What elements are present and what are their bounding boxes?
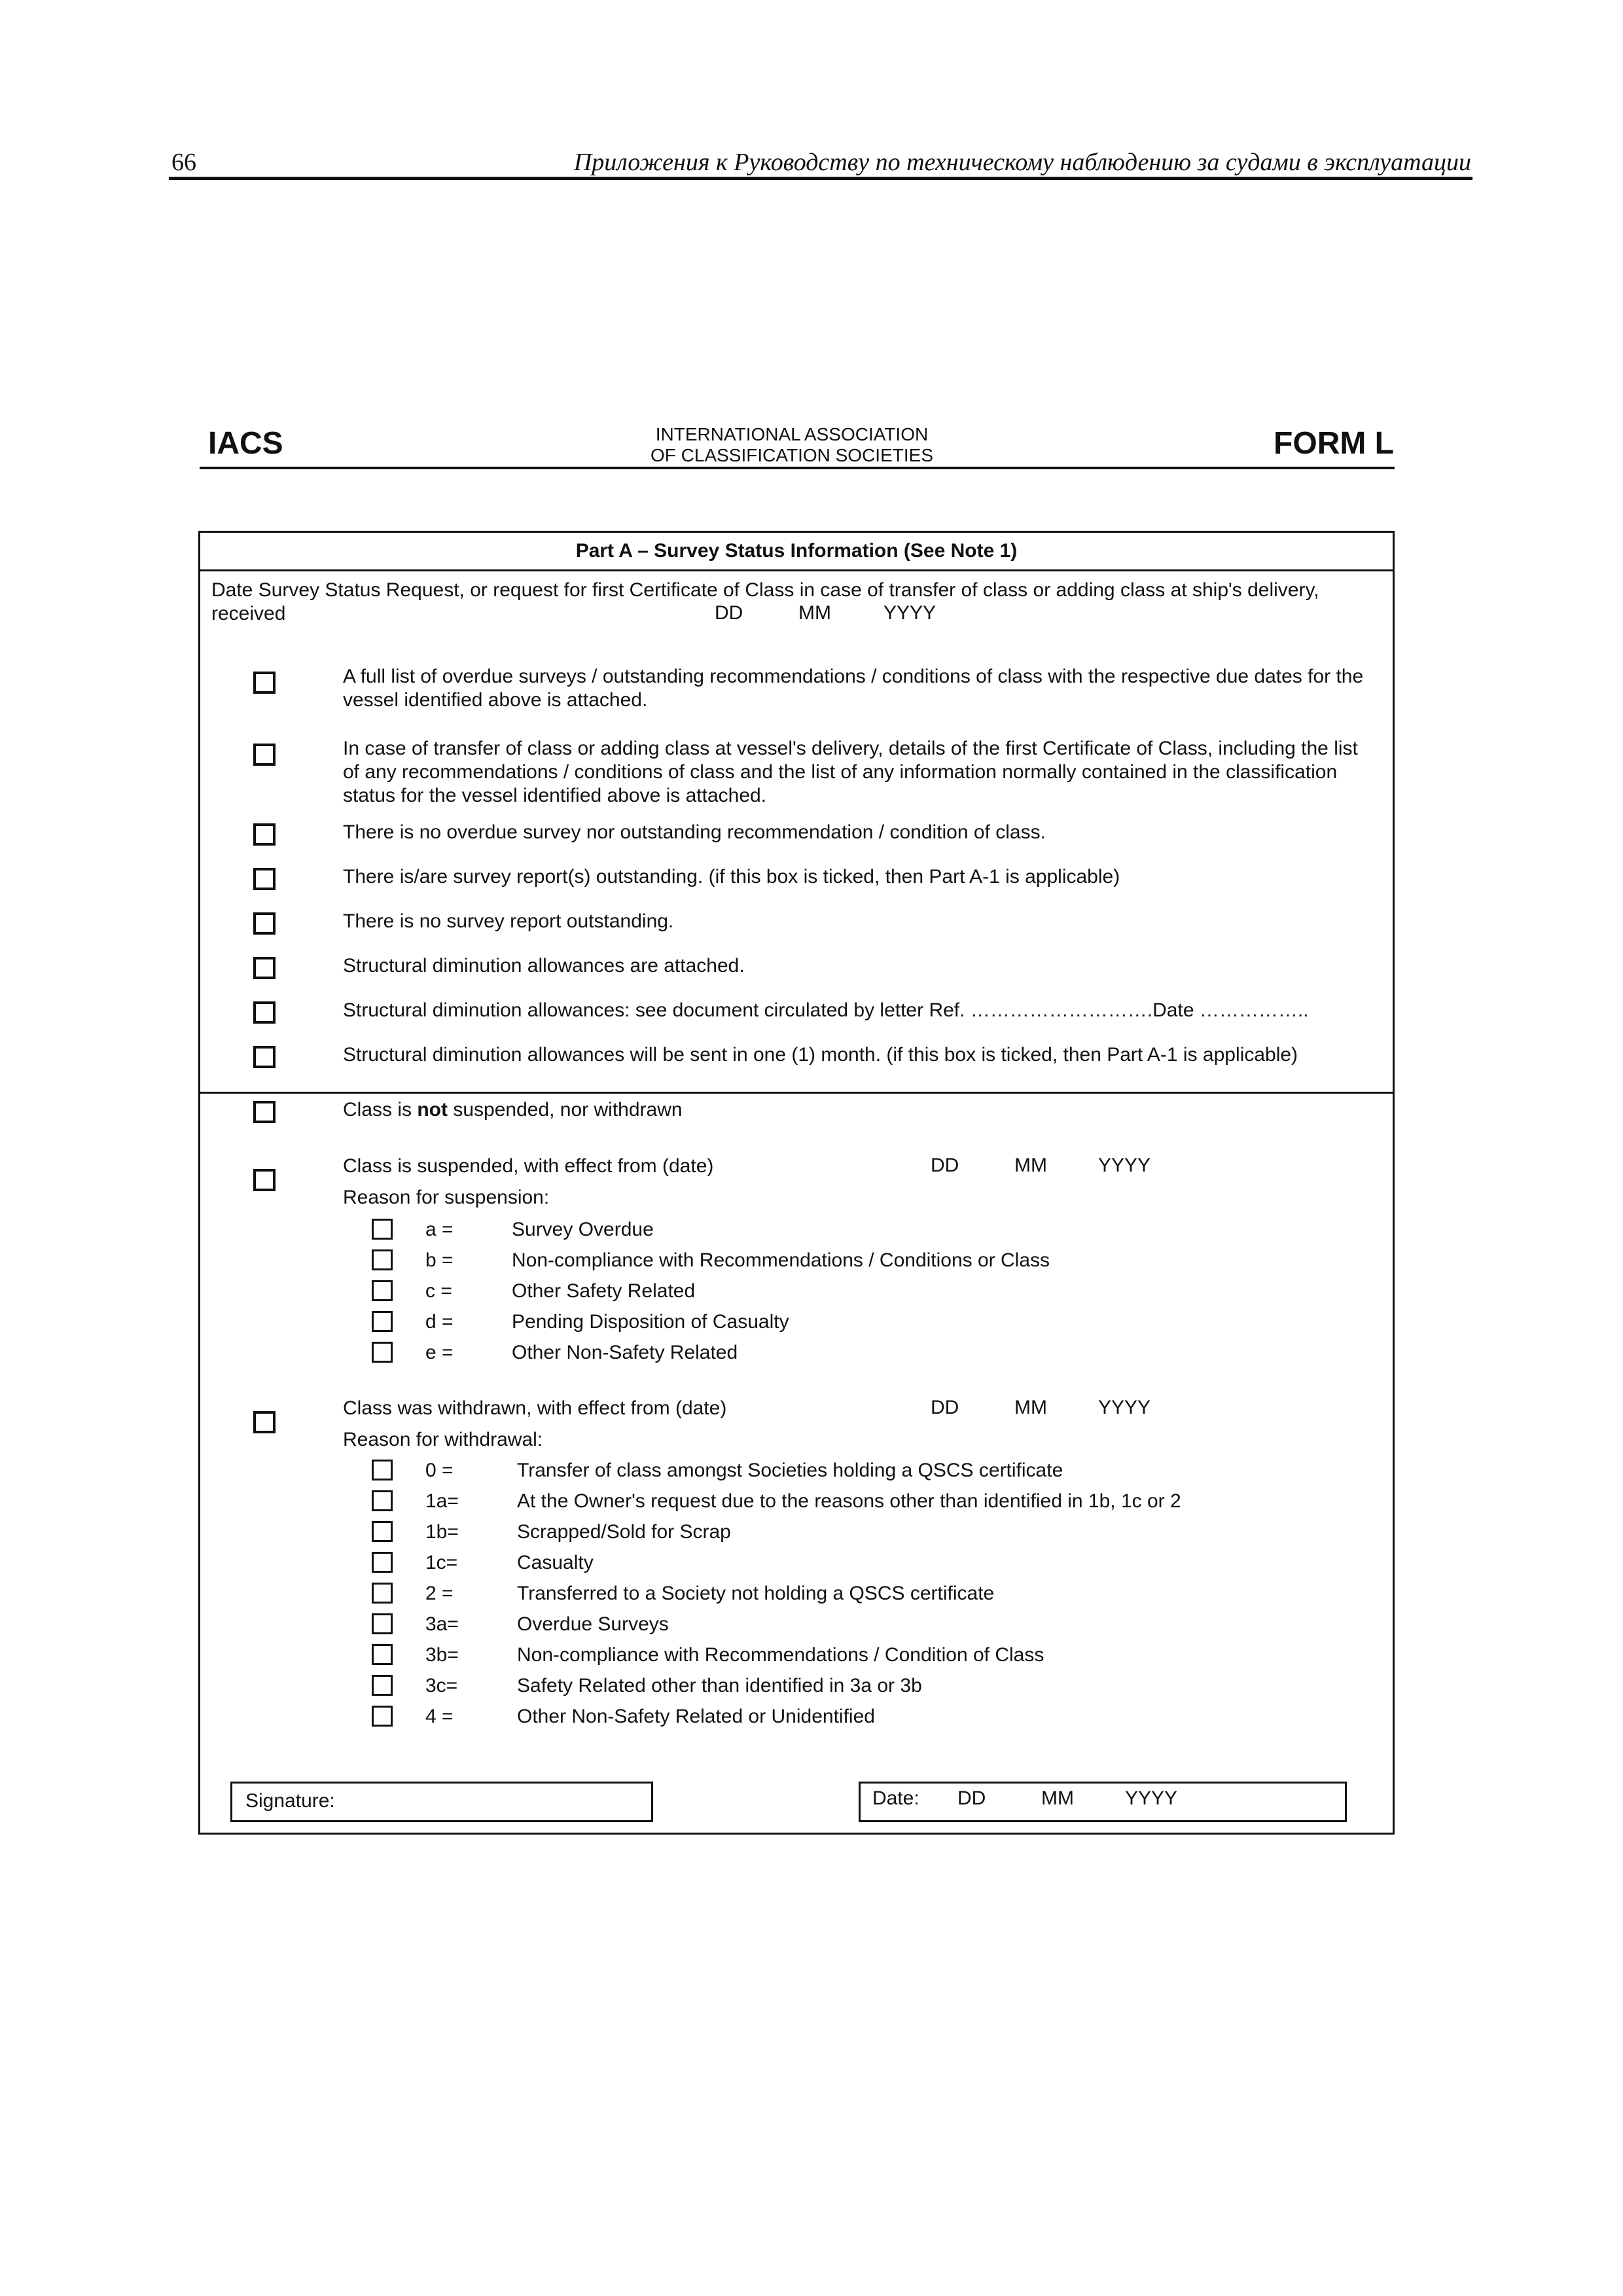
withdrawal-code: 1a= — [425, 1490, 459, 1512]
checkbox-suspension-c[interactable] — [372, 1280, 393, 1301]
checkbox-withdrawal-3c[interactable] — [372, 1675, 393, 1696]
checkbox-withdrawal-0[interactable] — [372, 1460, 393, 1480]
checkbox-suspension-a[interactable] — [372, 1219, 393, 1240]
suspension-code: e = — [425, 1342, 454, 1363]
withdrawal-code: 3b= — [425, 1644, 459, 1666]
withdrawal-reason: At the Owner's request due to the reasons other than identified in 1b, 1c or 2 — [517, 1490, 1181, 1512]
signature-field[interactable] — [230, 1782, 653, 1822]
suspended-mm[interactable]: MM — [1014, 1155, 1047, 1176]
checkbox-withdrawal-1b[interactable] — [372, 1521, 393, 1542]
date-mm: MM — [1041, 1787, 1074, 1809]
suspension-reason: Survey Overdue — [512, 1219, 654, 1240]
withdrawn-dd[interactable]: DD — [931, 1397, 959, 1418]
suspension-reason: Other Safety Related — [512, 1280, 696, 1302]
part-a-title: Part A – Survey Status Information (See Note 1) — [575, 540, 1018, 562]
date-label: Date: — [872, 1787, 919, 1809]
form-title: FORM L — [1274, 426, 1394, 461]
iacs-title: IACS — [208, 426, 283, 461]
association-name — [589, 424, 995, 466]
suspended-dd[interactable]: DD — [931, 1155, 959, 1176]
item-diminution-attached: Structural diminution allowances are attached. — [343, 955, 745, 977]
checkbox-overdue-list[interactable] — [253, 672, 276, 694]
suspension-reason: Non-compliance with Recommendations / Conditions or Class — [512, 1249, 1050, 1271]
suspension-code: d = — [425, 1311, 454, 1333]
checkbox-withdrawal-1c[interactable] — [372, 1552, 393, 1573]
section-divider — [198, 1092, 1395, 1094]
signature-label: Signature: — [245, 1790, 335, 1812]
suspension-code: b = — [425, 1249, 454, 1271]
checkbox-reports-outstanding[interactable] — [253, 868, 276, 890]
date-request-dd[interactable]: DD — [715, 602, 743, 624]
withdrawn-mm[interactable]: MM — [1014, 1397, 1047, 1418]
withdrawn-yyyy[interactable]: YYYY — [1098, 1397, 1151, 1418]
item-no-overdue: There is no overdue survey nor outstanding recommendation / condition of class. — [343, 821, 1046, 843]
part-a-title-divider — [198, 569, 1395, 571]
item-suspended: Class is suspended, with effect from (date) — [343, 1155, 714, 1177]
checkbox-no-report[interactable] — [253, 912, 276, 935]
running-head: Приложения к Руководству по техническому наблюдению за судами в эксплуатации — [573, 149, 1471, 176]
item-not-suspended — [343, 1098, 1364, 1122]
withdrawal-code: 0 = — [425, 1460, 454, 1481]
association-line-2: OF CLASSIFICATION SOCIETIES — [651, 445, 933, 465]
checkbox-withdrawal-4[interactable] — [372, 1706, 393, 1727]
date-request-mm[interactable]: MM — [798, 602, 831, 624]
form-frame — [198, 531, 1395, 1835]
item-diminution-month: Structural diminution allowances will be sent in one (1) month. (if this box is ticked, then Part A-1 is applicable) — [343, 1044, 1298, 1066]
withdrawal-reason: Overdue Surveys — [517, 1613, 669, 1635]
suspension-reason: Pending Disposition of Casualty — [512, 1311, 789, 1333]
item-diminution-letter: Structural diminution allowances: see document circulated by letter Ref. ……………………….Date …………….. — [343, 999, 1309, 1021]
withdrawal-reason: Casualty — [517, 1552, 594, 1573]
suspension-code: a = — [425, 1219, 454, 1240]
not-suspended-post: suspended, nor withdrawn — [448, 1099, 683, 1121]
checkbox-withdrawal-3b[interactable] — [372, 1644, 393, 1665]
suspended-yyyy[interactable]: YYYY — [1098, 1155, 1151, 1176]
not-suspended-pre: Class is — [343, 1099, 418, 1121]
withdrawal-code: 4 = — [425, 1706, 454, 1727]
checkbox-suspension-b[interactable] — [372, 1249, 393, 1270]
checkbox-withdrawal-3a[interactable] — [372, 1613, 393, 1634]
item-reports-outstanding: There is/are survey report(s) outstanding. (if this box is ticked, then Part A-1 is applicable) — [343, 866, 1120, 888]
checkbox-diminution-letter[interactable] — [253, 1001, 276, 1024]
withdrawal-code: 1c= — [425, 1552, 458, 1573]
checkbox-suspended[interactable] — [253, 1169, 276, 1191]
withdrawal-reason: Other Non-Safety Related or Unidentified — [517, 1706, 875, 1727]
checkbox-withdrawn[interactable] — [253, 1411, 276, 1433]
withdrawal-code: 1b= — [425, 1521, 459, 1543]
item-transfer-details: In case of transfer of class or adding class at vessel's delivery, details of the first Certificate of Class, including the list of any recommendations / conditions of class and the list of any information normally contained in the classification status for the vessel identified above is attached. — [343, 738, 1358, 806]
item-withdrawn: Class was withdrawn, with effect from (date) — [343, 1397, 727, 1419]
withdrawal-code: 2 = — [425, 1583, 454, 1604]
association-line-1: INTERNATIONAL ASSOCIATION — [655, 424, 929, 444]
checkbox-withdrawal-2[interactable] — [372, 1583, 393, 1604]
page-number: 66 — [171, 149, 196, 176]
item-no-report: There is no survey report outstanding. — [343, 910, 674, 932]
suspension-reason-label: Reason for suspension: — [343, 1187, 550, 1208]
withdrawal-reason: Safety Related other than identified in 3a or 3b — [517, 1675, 922, 1696]
checkbox-diminution-month[interactable] — [253, 1046, 276, 1068]
checkbox-withdrawal-1a[interactable] — [372, 1490, 393, 1511]
checkbox-no-overdue[interactable] — [253, 823, 276, 846]
date-request-yyyy[interactable]: YYYY — [883, 602, 936, 624]
withdrawal-code: 3a= — [425, 1613, 459, 1635]
form-header-rule — [200, 467, 1395, 469]
withdrawal-reason: Transfer of class amongst Societies holding a QSCS certificate — [517, 1460, 1063, 1481]
date-dd: DD — [957, 1787, 986, 1809]
suspension-reason: Other Non-Safety Related — [512, 1342, 738, 1363]
date-request-text: Date Survey Status Request, or request for first Certificate of Class in case of transfer of class or adding class at ship's delivery, received — [211, 579, 1319, 624]
not-suspended-bold: not — [417, 1099, 448, 1121]
checkbox-not-suspended[interactable] — [253, 1101, 276, 1123]
withdrawal-reason: Transferred to a Society not holding a QSCS certificate — [517, 1583, 995, 1604]
suspension-code: c = — [425, 1280, 452, 1302]
date-yyyy: YYYY — [1125, 1787, 1178, 1809]
checkbox-diminution-attached[interactable] — [253, 957, 276, 979]
withdrawal-reason-label: Reason for withdrawal: — [343, 1429, 543, 1450]
item-overdue-list: A full list of overdue surveys / outstanding recommendations / conditions of class with the respective due dates for the vessel identified above is attached. — [343, 666, 1364, 711]
withdrawal-reason: Scrapped/Sold for Scrap — [517, 1521, 731, 1543]
withdrawal-reason: Non-compliance with Recommendations / Condition of Class — [517, 1644, 1044, 1666]
header-rule — [169, 177, 1472, 180]
checkbox-transfer-details[interactable] — [253, 744, 276, 766]
checkbox-suspension-e[interactable] — [372, 1342, 393, 1363]
checkbox-suspension-d[interactable] — [372, 1311, 393, 1332]
date-field[interactable] — [859, 1782, 1347, 1822]
withdrawal-code: 3c= — [425, 1675, 458, 1696]
